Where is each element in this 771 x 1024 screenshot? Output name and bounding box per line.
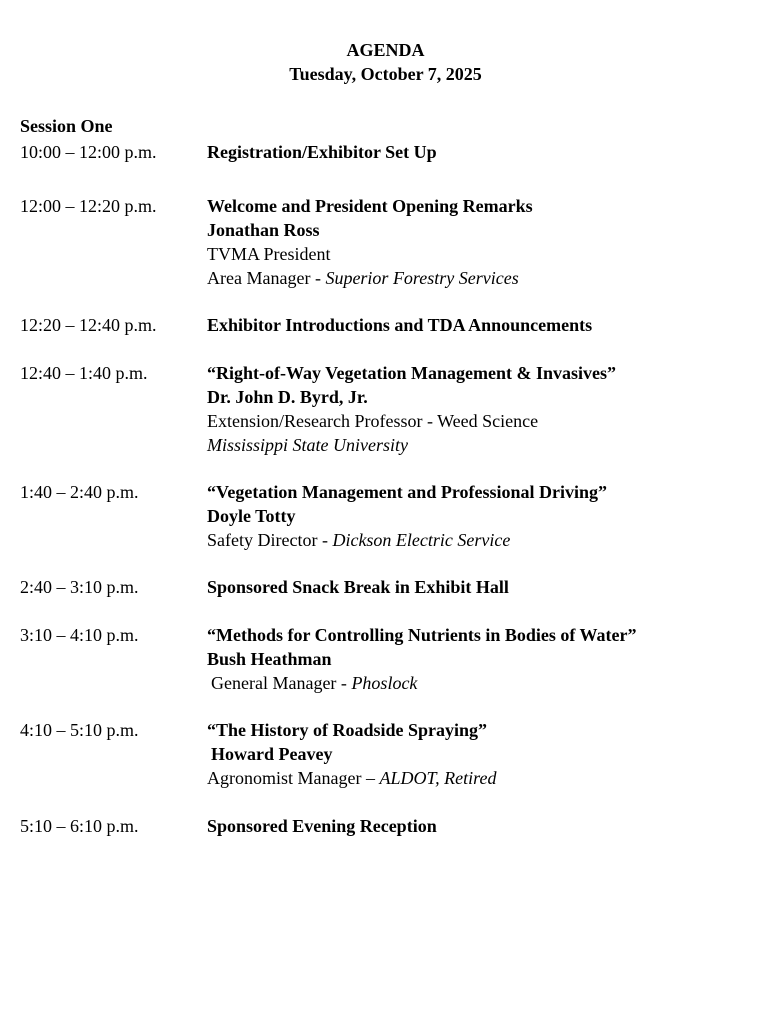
agenda-item-title: “Methods for Controlling Nutrients in Bodies of Water” — [207, 625, 637, 645]
agenda-item-title: “The History of Roadside Spraying” — [207, 720, 488, 740]
speaker-name: Dr. John D. Byrd, Jr. — [207, 387, 368, 407]
speaker-affiliation — [207, 766, 767, 790]
speaker-organization: ALDOT, Retired — [379, 768, 497, 788]
agenda-time: 2:40 – 3:10 p.m. — [20, 577, 139, 597]
agenda-time: 10:00 – 12:00 p.m. — [20, 142, 157, 162]
agenda-details — [207, 140, 767, 164]
agenda-time: 1:40 – 2:40 p.m. — [20, 482, 139, 502]
agenda-header — [0, 38, 771, 86]
speaker-name: Doyle Totty — [207, 506, 296, 526]
agenda-details — [207, 480, 767, 552]
speaker-role: Extension/Research Professor - Weed Science — [207, 411, 539, 431]
agenda-item-title: Sponsored Evening Reception — [207, 816, 437, 836]
speaker-name: Bush Heathman — [207, 649, 332, 669]
speaker-affiliation — [207, 528, 767, 552]
speaker-role-prefix: Agronomist Manager – — [207, 768, 380, 788]
speaker-name: Jonathan Ross — [207, 220, 320, 240]
agenda-time: 12:20 – 12:40 p.m. — [20, 315, 157, 335]
agenda-title: AGENDA — [346, 40, 425, 60]
agenda-date: Tuesday, October 7, 2025 — [289, 64, 482, 84]
speaker-role-prefix: Area Manager - — [207, 268, 326, 288]
agenda-details — [207, 814, 767, 838]
agenda-time: 3:10 – 4:10 p.m. — [20, 625, 139, 645]
speaker-organization: Dickson Electric Service — [332, 530, 511, 550]
agenda-item-title: Sponsored Snack Break in Exhibit Hall — [207, 577, 509, 597]
agenda-details — [207, 575, 767, 599]
speaker-organization: Phoslock — [351, 673, 418, 693]
speaker-role-prefix: Safety Director - — [207, 530, 333, 550]
speaker-affiliation — [207, 671, 767, 695]
agenda-time: 12:40 – 1:40 p.m. — [20, 363, 148, 383]
agenda-item-title: Exhibitor Introductions and TDA Announcements — [207, 315, 593, 335]
agenda-item-title: “Vegetation Management and Professional Driving” — [207, 482, 607, 502]
agenda-time: 12:00 – 12:20 p.m. — [20, 196, 157, 216]
speaker-name: Howard Peavey — [211, 744, 333, 764]
agenda-time: 5:10 – 6:10 p.m. — [20, 816, 139, 836]
agenda-item-title: Registration/Exhibitor Set Up — [207, 142, 437, 162]
agenda-details — [207, 623, 767, 695]
agenda-details — [207, 361, 767, 457]
agenda-details — [207, 718, 767, 790]
speaker-affiliation — [207, 266, 767, 290]
speaker-role: TVMA President — [207, 244, 331, 264]
agenda-time: 4:10 – 5:10 p.m. — [20, 720, 139, 740]
agenda-item-title: Welcome and President Opening Remarks — [207, 196, 533, 216]
speaker-organization: Superior Forestry Services — [325, 268, 519, 288]
agenda-item-title: “Right-of-Way Vegetation Management & Invasives” — [207, 363, 616, 383]
speaker-role-prefix: General Manager - — [211, 673, 352, 693]
agenda-details — [207, 313, 767, 337]
session-title: Session One — [20, 116, 113, 136]
speaker-organization: Mississippi State University — [207, 435, 408, 455]
agenda-details — [207, 194, 767, 290]
